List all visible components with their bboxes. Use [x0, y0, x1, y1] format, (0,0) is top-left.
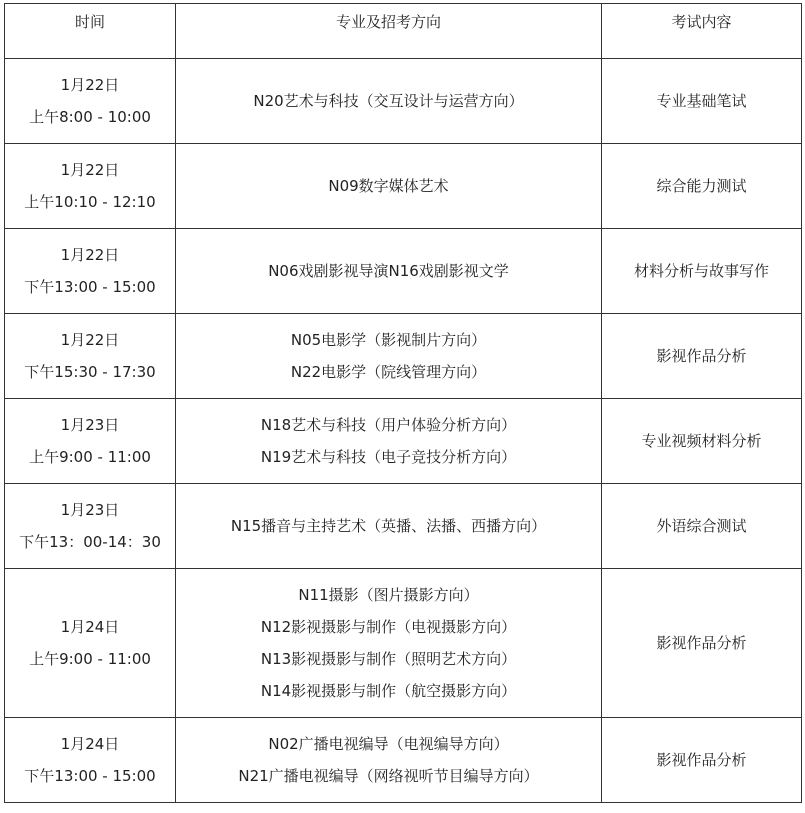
exam-date: 1月22日 [60, 161, 120, 179]
header-content: 考试内容 [602, 4, 802, 59]
exam-date: 1月22日 [60, 76, 120, 94]
major-name: N06戏剧影视导演N16戏剧影视文学 [268, 262, 509, 280]
table-row [5, 144, 802, 229]
major-name: N22电影学（院线管理方向） [290, 363, 487, 381]
content-cell: 综合能力测试 [602, 144, 802, 229]
time-cell [5, 314, 176, 399]
content-cell: 影视作品分析 [602, 314, 802, 399]
major-name: N19艺术与科技（电子竞技分析方向） [260, 448, 517, 466]
exam-date: 1月24日 [60, 618, 120, 636]
header-time: 时间 [5, 4, 176, 59]
exam-time: 上午10:10 - 12:10 [24, 193, 156, 211]
major-cell [176, 399, 602, 484]
time-cell [5, 59, 176, 144]
table-row [5, 569, 802, 718]
time-cell [5, 484, 176, 569]
exam-schedule-table [4, 3, 802, 803]
exam-time: 上午8:00 - 10:00 [29, 108, 151, 126]
table-header-row [5, 4, 802, 59]
table-row [5, 59, 802, 144]
time-cell [5, 144, 176, 229]
content-cell: 专业视频材料分析 [602, 399, 802, 484]
exam-date: 1月24日 [60, 735, 120, 753]
content-cell: 专业基础笔试 [602, 59, 802, 144]
major-cell [176, 314, 602, 399]
exam-time: 上午9:00 - 11:00 [29, 448, 151, 466]
major-cell [176, 144, 602, 229]
major-name: N02广播电视编导（电视编导方向） [268, 735, 509, 753]
major-cell [176, 569, 602, 718]
time-cell [5, 718, 176, 803]
time-cell [5, 229, 176, 314]
exam-time: 下午13：00-14：30 [19, 533, 161, 551]
major-name: N14影视摄影与制作（航空摄影方向） [260, 682, 517, 700]
table-row [5, 718, 802, 803]
table-row [5, 314, 802, 399]
major-cell [176, 718, 602, 803]
content-cell: 外语综合测试 [602, 484, 802, 569]
major-name: N20艺术与科技（交互设计与运营方向） [253, 92, 524, 110]
content-cell: 影视作品分析 [602, 569, 802, 718]
major-cell [176, 59, 602, 144]
content-cell: 影视作品分析 [602, 718, 802, 803]
exam-time: 上午9:00 - 11:00 [29, 650, 151, 668]
major-cell [176, 229, 602, 314]
exam-date: 1月22日 [60, 246, 120, 264]
exam-time: 下午13:00 - 15:00 [24, 767, 156, 785]
major-name: N12影视摄影与制作（电视摄影方向） [260, 618, 517, 636]
major-name: N13影视摄影与制作（照明艺术方向） [260, 650, 517, 668]
time-cell [5, 569, 176, 718]
major-name: N18艺术与科技（用户体验分析方向） [260, 416, 517, 434]
exam-time: 下午13:00 - 15:00 [24, 278, 156, 296]
exam-time: 下午15:30 - 17:30 [24, 363, 156, 381]
exam-date: 1月23日 [60, 501, 120, 519]
major-name: N11摄影（图片摄影方向） [298, 586, 479, 604]
table-row [5, 484, 802, 569]
major-name: N21广播电视编导（网络视听节目编导方向） [238, 767, 539, 785]
major-name: N09数字媒体艺术 [328, 177, 449, 195]
content-cell: 材料分析与故事写作 [602, 229, 802, 314]
exam-date: 1月23日 [60, 416, 120, 434]
table-row [5, 229, 802, 314]
time-cell [5, 399, 176, 484]
major-name: N15播音与主持艺术（英播、法播、西播方向） [230, 517, 547, 535]
exam-date: 1月22日 [60, 331, 120, 349]
major-name: N05电影学（影视制片方向） [290, 331, 487, 349]
table-row [5, 399, 802, 484]
header-major: 专业及招考方向 [176, 4, 602, 59]
major-cell [176, 484, 602, 569]
